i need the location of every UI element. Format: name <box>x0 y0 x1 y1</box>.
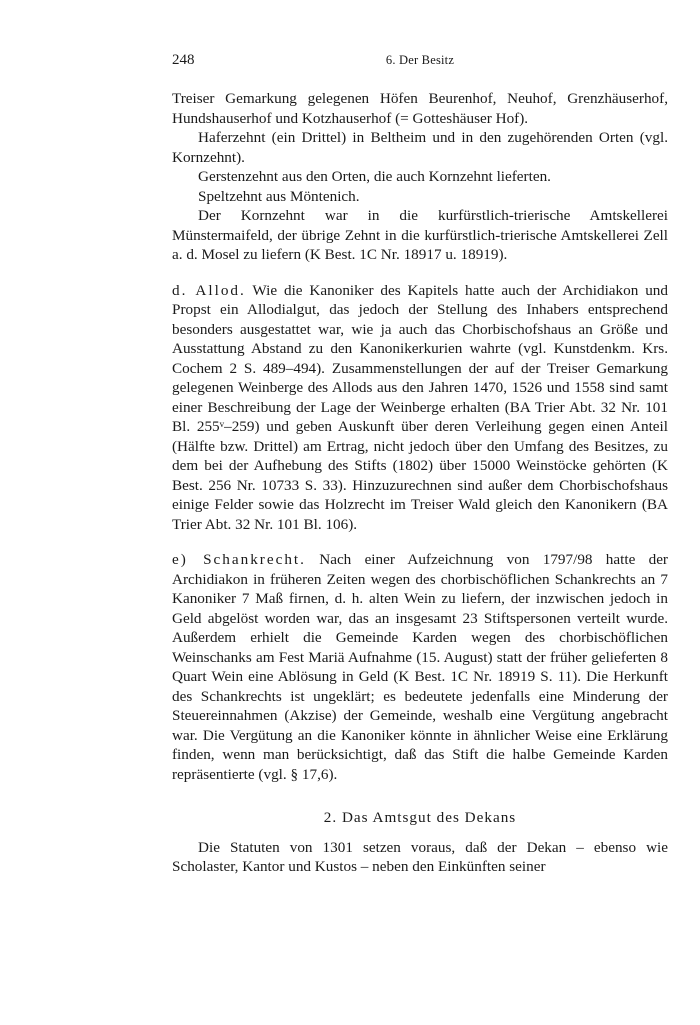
running-head: 6. Der Besitz <box>385 53 455 67</box>
section-heading <box>172 808 668 828</box>
paragraph: Haferzehnt (ein Drittel) in Beltheim und in den zugehörenden Orten (vgl. Kornzehnt). <box>172 129 668 166</box>
section-heading-text: 2. Das Amtsgut des Dekans <box>323 809 517 826</box>
allod-label: d. Allod. <box>172 281 246 299</box>
paragraph: Die Statuten von 1301 setzen voraus, daß der Dekan – ebenso wie Scholaster, Kantor und Kustos – neben den Einkünften seiner <box>172 838 668 875</box>
paragraph: Gerstenzehnt aus den Orten, die auch Kornzehnt lieferten. <box>198 168 551 185</box>
schankrecht-label: e) Schankrecht. <box>172 551 306 568</box>
paragraph: Treiser Gemarkung gelegenen Höfen Beurenhof, Neuhof, Grenzhäuserhof, Hundshauserhof und Kotzhauserhof (= Gotteshäuser Hof). <box>172 90 668 127</box>
body-text <box>172 89 668 877</box>
paragraph: Der Kornzehnt war in die kurfürstlich-trierische Amtskellerei Münstermaifeld, der übrige Zehnt in die kurfürstlich-trierische Amtskellerei Zell a. d. Mosel zu liefern (K Best. 1C Nr. 18917 u. 18919). <box>172 207 668 263</box>
schankrecht-text: Nach einer Aufzeichnung von 1797/98 hatte der Archidiakon in früheren Zeiten wegen des chorbischöflichen Schankrechts an 7 Kanoniker 7 Maß firnen, d. h. alten Wein zu liefern, der inzwischen jedoch in Geld abgelöst worden war, das an insgesamt 23 Stiftspersonen verteilt wurde. Außerdem erhielt die Gemeinde Karden wegen des chorbischöflichen Weinschanks am Fest Mariä Aufnahme (15. August) statt der früher gelieferten 8 Quart Wein eine Ablösung in Geld (K Best. 1C Nr. 18919 S. 11). Die Herkunft des Schankrechts ist ungeklärt; es bedeutete jedenfalls eine Minderung der Steuereinnahmen (Akzise) der Gemeinde, weshalb eine Vergütung angebracht war. Die Vergütung an die Kanoniker könnte in ähnlicher Weise eine Erklärung finden, wenn man berücksichtigt, daß das Stift die halbe Gemeinde Karden repräsentierte (vgl. § 17,6). <box>172 551 668 783</box>
allod-text: Wie die Kanoniker des Kapitels hatte auch der Archidiakon und Propst ein Allodialgut, das jedoch der Stellung des Inhabers entsprechend besonders ausgestattet war, wie ja auch das Chorbischofshaus an Größe und Ausstattung Abstand zu den Kanonikerkurien wahrte (vgl. Kunstdenkm. Krs. Cochem 2 S. 489–494). Zusammenstellungen der auf der Treiser Gemarkung gelegenen Weinberge des Allods aus den Jahren 1470, 1526 und 1558 sind samt einer Beschreibung der Lage der Weinberge erhalten (BA Trier Abt. 32 Nr. 101 Bl. 255ᵛ–259) und geben Auskunft über deren Verleihung gegen einen Anteil (Hälfte bzw. Drittel) am Ertrag, nicht jedoch über den Umfang des Besitzes, zu dem bei der Aufhebung des Stifts (1802) über 15000 Weinstöcke gehörten (K Best. 256 Nr. 10733 S. 33). Hinzuzurechnen sind außer dem Chorbischofshaus einige Felder sowie das Holzrecht im Treiser Wald gleich den Kanonikern (BA Trier Abt. 32 Nr. 101 Bl. 106). <box>172 281 668 533</box>
paragraph: Speltzehnt aus Möntenich. <box>198 187 360 205</box>
schankrecht-section <box>172 550 668 784</box>
page-number: 248 <box>172 52 195 68</box>
page-header <box>172 52 668 74</box>
allod-section <box>172 281 668 535</box>
